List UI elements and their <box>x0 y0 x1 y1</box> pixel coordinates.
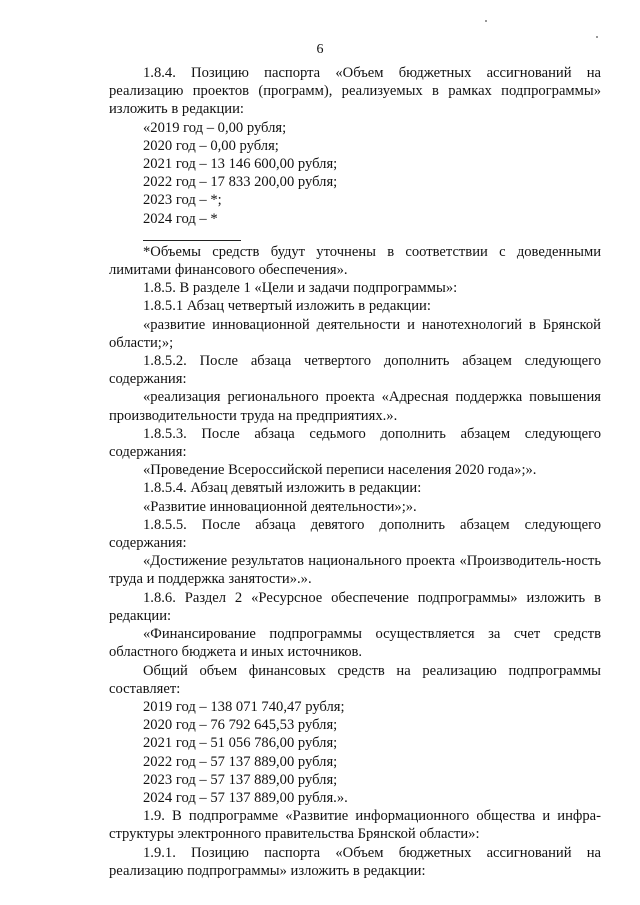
budget-line: 2021 год – 13 146 600,00 рубля; <box>143 156 338 173</box>
footnote-divider <box>143 240 241 241</box>
paragraph: 1.8.5.3. После абзаца седьмого дополнить абзацем следующего содержания: <box>109 425 601 461</box>
scan-speck <box>596 36 598 38</box>
budget-line: «2019 год – 0,00 рубля; <box>143 119 287 136</box>
paragraph: «реализация регионального проекта «Адресная поддержка повышения производительности труда на предприятиях.». <box>109 389 601 424</box>
document-body <box>109 64 601 880</box>
paragraph: Общий объем финансовых средств на реализацию подпрограммы составляет: <box>109 662 601 697</box>
paragraph: «Достижение результатов национального проекта «Производитель-ность труда и поддержка занятости».». <box>109 553 601 588</box>
paragraph: 1.8.5.5. После абзаца девятого дополнить абзацем следующего содержания: <box>109 516 601 552</box>
budget-line: 2020 год – 0,00 рубля; <box>143 137 279 154</box>
budget-line: 2022 год – 17 833 200,00 рубля; <box>143 174 338 191</box>
page-number: 6 <box>316 42 324 57</box>
scan-speck <box>485 20 487 22</box>
paragraph: 1.9. В подпрограмме «Развитие информационного общества и инфра-структуры электронного правительства Брянской области»: <box>109 808 601 843</box>
paragraph: 1.8.5.1 Абзац четвертый изложить в редакции: <box>143 298 431 315</box>
paragraph: «Развитие инновационной деятельности»;». <box>143 498 417 515</box>
budget-line: 2022 год – 57 137 889,00 рубля; <box>143 753 338 770</box>
paragraph: 1.8.5. В разделе 1 «Цели и задачи подпрограммы»: <box>143 280 458 297</box>
budget-line: 2021 год – 51 056 786,00 рубля; <box>143 735 338 752</box>
paragraph: 1.8.5.2. После абзаца четвертого дополнить абзацем следующего содержания: <box>109 353 601 388</box>
budget-line: 2024 год – * <box>143 210 218 227</box>
paragraph: «развитие инновационной деятельности и нанотехнологий в Брянской области;»; <box>109 316 601 351</box>
budget-line: 2023 год – *; <box>143 192 222 209</box>
budget-line: 2023 год – 57 137 889,00 рубля; <box>143 771 338 788</box>
budget-line: 2024 год – 57 137 889,00 рубля.». <box>143 789 348 806</box>
budget-line: 2020 год – 76 792 645,53 рубля; <box>143 717 338 734</box>
footnote: *Объемы средств будут уточнены в соответствии с доведенными лимитами финансового обеспечения». <box>109 243 601 279</box>
paragraph: 1.9.1. Позицию паспорта «Объем бюджетных ассигнований на реализацию подпрограммы» изложить в редакции: <box>109 844 601 879</box>
paragraph: 1.8.5.4. Абзац девятый изложить в редакции: <box>143 480 422 497</box>
paragraph: 1.8.4. Позицию паспорта «Объем бюджетных ассигнований на реализацию проектов (программ), реализуемых в рамках подпрограммы» изложить в редакции: <box>109 65 601 118</box>
paragraph: «Проведение Всероссийской переписи населения 2020 года»;». <box>143 462 537 479</box>
budget-line: 2019 год – 138 071 740,47 рубля; <box>143 698 345 715</box>
paragraph: «Финансирование подпрограммы осуществляется за счет средств областного бюджета и иных источников. <box>109 626 601 661</box>
paragraph: 1.8.6. Раздел 2 «Ресурсное обеспечение подпрограммы» изложить в редакции: <box>109 589 601 624</box>
